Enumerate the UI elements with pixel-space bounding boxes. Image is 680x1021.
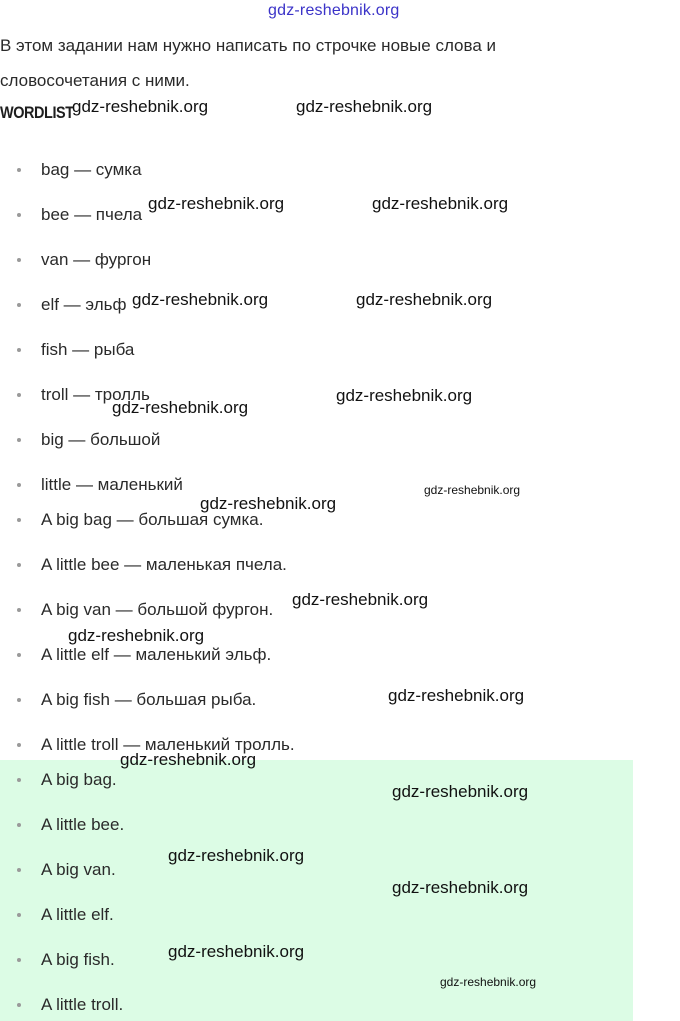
bullet-icon	[17, 393, 21, 397]
list-item-text: little — маленький	[41, 475, 183, 494]
watermark: gdz-reshebnik.org	[112, 398, 249, 417]
bullet-icon	[17, 868, 21, 872]
watermark: gdz-reshebnik.org	[72, 97, 209, 116]
watermark: gdz-reshebnik.org	[148, 194, 285, 213]
list-item-text: A little troll — маленький тролль.	[41, 735, 295, 754]
bullet-icon	[17, 438, 21, 442]
watermark: gdz-reshebnik.org	[200, 494, 337, 513]
watermark: gdz-reshebnik.org	[392, 878, 529, 897]
list-item-text: bee — пчела	[41, 205, 143, 224]
watermark: gdz-reshebnik.org	[120, 750, 257, 769]
list-item-text: fish — рыба	[41, 340, 135, 359]
list-item-text: A big van.	[41, 860, 116, 879]
watermark: gdz-reshebnik.org	[356, 290, 493, 309]
answer-highlight	[0, 760, 633, 1021]
bullet-icon	[17, 258, 21, 262]
bullet-icon	[17, 348, 21, 352]
watermark: gdz-reshebnik.org	[372, 194, 509, 213]
bullet-icon	[17, 608, 21, 612]
list-item-text: van — фургон	[41, 250, 152, 269]
watermark: gdz-reshebnik.org	[168, 846, 305, 865]
bullet-icon	[17, 913, 21, 917]
list-item-text: A big fish — большая рыба.	[41, 690, 257, 709]
watermark: gdz-reshebnik.org	[132, 290, 269, 309]
bullet-icon	[17, 743, 21, 747]
bullet-icon	[17, 653, 21, 657]
watermark: gdz-reshebnik.org	[292, 590, 429, 609]
wordlist-heading: WORDLIST	[0, 103, 74, 122]
bullet-icon	[17, 213, 21, 217]
watermark: gdz-reshebnik.org	[440, 975, 537, 989]
bullet-icon	[17, 958, 21, 962]
watermark: gdz-reshebnik.org	[388, 686, 525, 705]
bullet-icon	[17, 823, 21, 827]
bullet-icon	[17, 168, 21, 172]
list-item-text: big — большой	[41, 430, 161, 449]
list-item-text: bag — сумка	[41, 160, 142, 179]
bullet-icon	[17, 1003, 21, 1007]
list-item-text: A little elf — маленький эльф.	[41, 645, 272, 664]
bullet-icon	[17, 303, 21, 307]
watermark: gdz-reshebnik.org	[424, 483, 521, 497]
list-item-text: elf — эльф	[41, 295, 127, 314]
bullet-icon	[17, 518, 21, 522]
bullet-icon	[17, 563, 21, 567]
list-item-text: A big bag.	[41, 770, 117, 789]
list-item-text: A big fish.	[41, 950, 115, 969]
bullet-icon	[17, 483, 21, 487]
site-url[interactable]: gdz-reshebnik.org	[268, 2, 400, 19]
list-item-text: A little bee.	[41, 815, 125, 834]
list-item-text: A big bag — большая сумка.	[41, 510, 264, 529]
watermark: gdz-reshebnik.org	[392, 782, 529, 801]
list-item-text: A little elf.	[41, 905, 114, 924]
watermark: gdz-reshebnik.org	[68, 626, 205, 645]
list-item-text: troll — тролль	[41, 385, 150, 404]
bullet-icon	[17, 698, 21, 702]
bullet-icon	[17, 778, 21, 782]
intro-text: В этом задании нам нужно написать по строчке новые слова и словосочетания с ними.	[0, 36, 497, 90]
watermark: gdz-reshebnik.org	[336, 386, 473, 405]
watermark: gdz-reshebnik.org	[296, 97, 433, 116]
list-item-text: A big van — большой фургон.	[41, 600, 274, 619]
list-item-text: A little troll.	[41, 995, 124, 1014]
list-item-text: A little bee — маленькая пчела.	[41, 555, 287, 574]
watermark: gdz-reshebnik.org	[168, 942, 305, 961]
